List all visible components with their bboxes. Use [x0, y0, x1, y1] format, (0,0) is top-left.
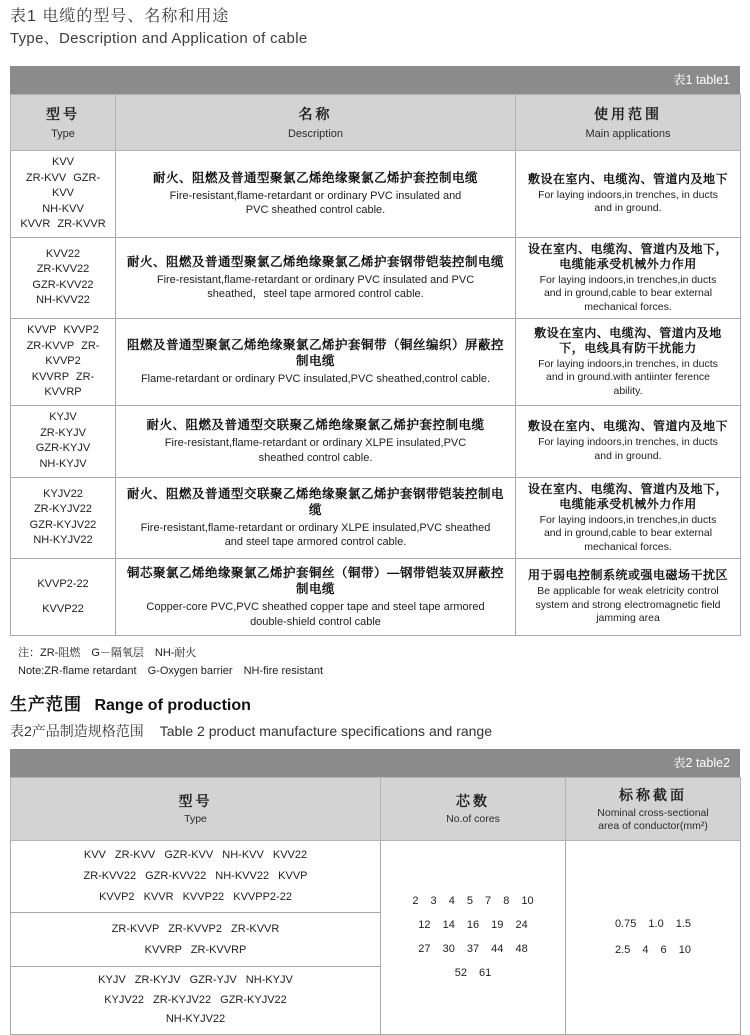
applications-cell	[516, 151, 741, 238]
type-line: NH-KVV	[42, 202, 84, 215]
type-line: ZR-KVV GZR-KVV	[25, 171, 101, 199]
header-desc-en: Description	[287, 128, 344, 140]
type-line: KVVR ZR-KVVR	[20, 218, 106, 230]
table1	[10, 94, 741, 636]
type-line: KYJV22	[43, 487, 83, 500]
description-en-line: double-shield control cable	[250, 615, 381, 628]
cores-line: 2 3 4 5 7 8 10	[412, 895, 534, 908]
type-cell	[11, 151, 116, 238]
type-cell	[11, 237, 116, 319]
table1-header-description	[116, 95, 516, 151]
description-en-line: Flame-retardant or ordinary PVC insulated,PVC sheathed,control cable.	[140, 373, 491, 385]
type-line: ZR-KVVP ZR-KVVP2	[26, 339, 100, 367]
description-cell	[116, 319, 516, 406]
type-group-cell	[11, 967, 381, 1035]
application-en-line: mechanical forces.	[584, 540, 672, 553]
applications-cell	[516, 319, 741, 406]
application-en-line: and in ground.	[594, 202, 662, 215]
type-group-cell	[11, 913, 381, 967]
header-section-en-line: area of conductor(mm²)	[598, 819, 708, 832]
application-en-line: For laying indoors,in trenches, in ducts	[538, 188, 718, 201]
type-cell	[11, 559, 116, 636]
description-zh: 耐火、阻燃及普通型交联聚乙烯绝缘聚氯乙烯护套钢带铠装控制电缆	[126, 486, 504, 517]
header-app-en: Main applications	[585, 128, 671, 140]
type-line: NH-KYJV22	[165, 1013, 226, 1025]
description-cell	[116, 405, 516, 477]
description-en-line: Fire-resistant,flame-retardant or ordinary XLPE insulated,PVC	[164, 437, 467, 449]
header-cores-en: No.of cores	[446, 813, 500, 826]
cross-section-line: 0.75 1.0 1.5	[614, 918, 692, 931]
type-line: KVVRP ZR-KVVRP	[144, 943, 247, 956]
header-desc-zh: 名称	[298, 106, 333, 122]
table-row	[11, 319, 741, 406]
application-zh-line: 敷设在室内、电缆沟、管道内及地下	[527, 171, 728, 186]
application-en-line: ability.	[613, 384, 643, 397]
cores-cell	[381, 841, 566, 1035]
section2-title	[10, 690, 740, 715]
table-row	[11, 841, 741, 913]
type-line: GZR-KVV22	[32, 278, 94, 291]
application-en-line: and in ground.	[594, 449, 662, 462]
type-cell	[11, 405, 116, 477]
header-type-en: Type	[184, 813, 207, 826]
type-line: ZR-KYJV	[40, 426, 86, 439]
description-zh: 铜芯聚氯乙烯绝缘聚氯乙烯护套铜丝（铜带）—钢带铠装双屏蔽控制电缆	[126, 566, 504, 596]
description-zh: 耐火、阻燃及普通型聚氯乙烯绝缘聚氯乙烯护套控制电缆	[152, 170, 478, 185]
type-cell	[11, 319, 116, 406]
description-en-line: sheathed，steel tape armored control cable.	[207, 288, 424, 301]
application-en-line: For laying indoors,in trenches, in ducts	[538, 436, 718, 448]
application-en-line: system and strong electromagnetic field	[535, 598, 721, 611]
title-zh: 表1 电缆的型号、名称和用途	[10, 8, 230, 25]
table-row	[11, 237, 741, 319]
header-app-zh: 使用范围	[594, 106, 662, 122]
description-en-line: Fire-resistant,flame-retardant or ordinary PVC insulated and	[169, 189, 462, 202]
section2-title-en: Range of production	[94, 697, 251, 714]
application-zh-line: 用于弱电控制系统或强电磁场干扰区	[527, 568, 728, 583]
applications-cell	[516, 559, 741, 636]
section2-subtitle	[10, 721, 740, 741]
type-line: KVVRP ZR-KVVRP	[31, 370, 95, 398]
note-en: Note:ZR-flame retardant G-Oxygen barrier NH-fire resistant	[18, 665, 324, 677]
application-en-line: and in ground,cable to bear external	[543, 527, 713, 539]
table1-notes	[18, 644, 740, 680]
type-line: KVV22	[45, 247, 81, 260]
description-en-line: Copper-core PVC,PVC sheathed copper tape and steel tape armored	[146, 601, 485, 613]
title-en: Type、Description and Application of cable	[10, 30, 308, 47]
description-en-line: and steel tape armored control cable.	[224, 536, 407, 549]
description-cell	[116, 237, 516, 319]
table2	[10, 777, 741, 1035]
description-en-line: PVC sheathed control cable.	[245, 204, 386, 217]
table2-header-cross-section	[566, 778, 741, 841]
description-cell	[116, 151, 516, 238]
table1-header-row	[11, 95, 741, 151]
header-cores-zh: 芯数	[456, 793, 490, 810]
type-line: NH-KVV22	[36, 294, 90, 307]
table2-header-cores	[381, 778, 566, 841]
cores-line: 12 14 16 19 24	[418, 919, 528, 932]
type-line: KVVP2 KVVR KVVP22 KVVPP2-22	[99, 891, 292, 903]
type-line: KVVP KVVP2	[27, 324, 99, 336]
description-cell	[116, 559, 516, 636]
application-en-line: For laying indoors,in trenches,in ducts	[539, 513, 717, 526]
document-title	[10, 6, 740, 50]
table2-tag-bar	[10, 749, 740, 777]
applications-cell	[516, 237, 741, 319]
description-zh: 耐火、阻燃及普通型交联聚乙烯绝缘聚氯乙烯护套控制电缆	[146, 418, 485, 432]
application-en-line: For laying indoors,in trenches,in ducts	[539, 273, 717, 286]
application-zh-line: 敷设在室内、电缆沟、管道内及地	[534, 325, 722, 340]
applications-cell	[516, 405, 741, 477]
type-line: KVVP22	[42, 603, 84, 615]
type-line: ZR-KVV22	[36, 263, 90, 276]
description-en-line: Fire-resistant,flame-retardant or ordinary PVC insulated and PVC	[156, 273, 475, 286]
table-row	[11, 559, 741, 636]
table1-header-type	[11, 95, 116, 151]
description-zh: 阻燃及普通型聚氯乙烯绝缘聚氯乙烯护套铜带（铜丝编织）屏蔽控制电缆	[126, 338, 504, 368]
table-row	[11, 151, 741, 238]
type-cell	[11, 477, 116, 559]
type-line: KVVP2-22	[37, 578, 89, 590]
application-en-line: and in ground.with antiinter ference	[545, 371, 711, 383]
table2-wrapper	[10, 749, 740, 1035]
table1-tag-label: 表1 table1	[673, 73, 730, 87]
cores-line: 52 61	[454, 967, 492, 980]
applications-cell	[516, 477, 741, 559]
table1-header-applications	[516, 95, 741, 151]
header-type-zh: 型号	[178, 793, 213, 810]
header-type-zh: 型号	[46, 106, 80, 122]
description-en-line: Fire-resistant,flame-retardant or ordinary XLPE insulated,PVC sheathed	[140, 521, 491, 534]
description-cell	[116, 477, 516, 559]
type-line: ZR-KVVP ZR-KVVP2 ZR-KVVR	[111, 922, 280, 935]
section2-subtitle-zh: 表2产品制造规格范围	[10, 723, 144, 739]
type-line: KYJV22 ZR-KYJV22 GZR-KYJV22	[104, 993, 287, 1006]
application-zh-line: 敷设在室内、电缆沟、管道内及地下	[527, 419, 728, 433]
header-section-en-line: Nominal cross-sectional	[597, 807, 709, 819]
application-en-line: jamming area	[596, 612, 660, 625]
header-section-zh: 标称截面	[619, 787, 687, 803]
table2-header-type	[11, 778, 381, 841]
application-zh-line: 设在室内、电缆沟、管道内及地下，	[527, 241, 728, 256]
section2-title-zh: 生产范围	[10, 695, 82, 714]
cross-section-line: 2.5 4 6 10	[615, 944, 691, 957]
type-line: KYJV	[49, 411, 77, 423]
application-en-line: Be applicable for weak eletricity control	[537, 585, 719, 598]
description-en-line: sheathed control cable.	[258, 451, 373, 464]
application-en-line: mechanical forces.	[584, 300, 672, 313]
application-zh-line: 设在室内、电缆沟、管道内及地下，	[527, 481, 728, 496]
table2-header-row	[11, 778, 741, 841]
table1-tag-bar	[10, 66, 740, 94]
note-zh: 注：ZR-阻燃 G－隔氧层 NH-耐火	[18, 647, 197, 659]
type-line: KVV	[51, 156, 74, 168]
application-en-line: For laying indoors,in trenches, in ducts	[538, 357, 718, 370]
type-line: NH-KYJV22	[33, 534, 93, 547]
cores-line: 27 30 37 44 48	[418, 943, 528, 956]
table2-tag-label: 表2 table2	[673, 756, 730, 770]
application-zh-line: 电缆能承受机械外力作用	[559, 496, 697, 511]
table-row	[11, 405, 741, 477]
cross-section-cell	[566, 841, 741, 1035]
type-group-cell	[11, 841, 381, 913]
type-line: ZR-KVV22 GZR-KVV22 NH-KVV22 KVVP	[83, 870, 308, 882]
type-line: GZR-KYJV	[35, 442, 91, 454]
type-line: NH-KYJV	[39, 457, 87, 470]
application-en-line: and in ground,cable to bear external	[543, 287, 713, 299]
type-line: KYJV ZR-KYJV GZR-YJV NH-KYJV	[98, 974, 293, 986]
type-line: GZR-KYJV22	[29, 518, 97, 531]
type-line: KVV ZR-KVV GZR-KVV NH-KVV KVV22	[83, 849, 308, 861]
header-type-en: Type	[51, 128, 75, 140]
type-line: ZR-KYJV22	[33, 503, 93, 516]
table-row	[11, 477, 741, 559]
application-zh-line: 电缆能承受机械外力作用	[559, 256, 697, 271]
description-zh: 耐火、阻燃及普通型聚氯乙烯绝缘聚氯乙烯护套钢带铠装控制电缆	[126, 254, 504, 269]
application-zh-line: 下，电线具有防干扰能力	[559, 340, 697, 355]
section2-subtitle-en: Table 2 product manufacture specifications and range	[159, 723, 493, 739]
